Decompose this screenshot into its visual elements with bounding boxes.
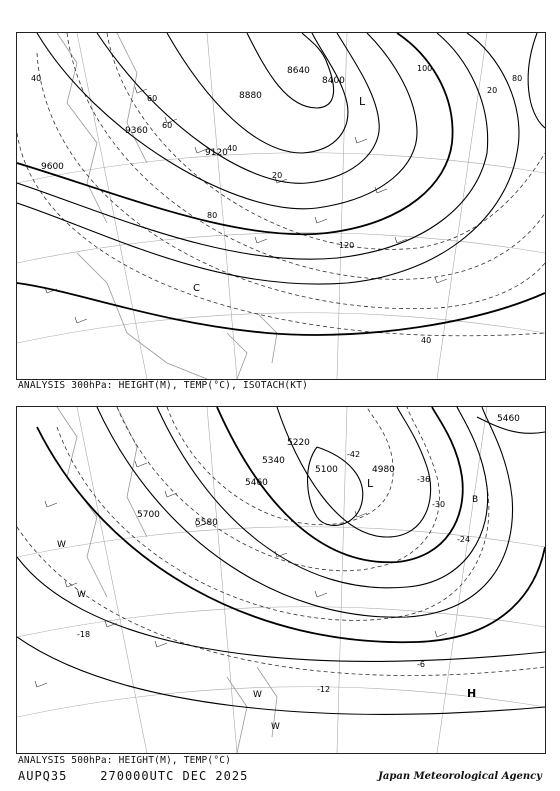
isotherm-label: -6 [417, 660, 425, 669]
low-pressure-mark: L [359, 95, 366, 108]
isotach-label: 100 [417, 64, 433, 73]
height-label: 9360 [125, 126, 148, 136]
height-label: 5340 [262, 456, 285, 466]
map-300hpa [17, 33, 545, 379]
chart-id: AUPQ35 [18, 769, 68, 783]
isotach-label: 80 [512, 74, 523, 83]
chart-500hpa [16, 406, 546, 754]
warm-center-mark: W [57, 540, 66, 550]
height-label: 8640 [287, 66, 310, 76]
caption-300hpa: ANALYSIS 300hPa: HEIGHT(M), TEMP(°C), ISOTACH(KT) [18, 380, 309, 391]
height-contours [17, 33, 545, 335]
isotach-label: 20 [272, 171, 283, 180]
warm-center-mark: W [253, 690, 262, 700]
height-label: 9120 [205, 148, 228, 158]
warm-center-mark: W [77, 590, 86, 600]
isotach-lines [17, 33, 545, 336]
height-label: 5580 [195, 518, 218, 528]
height-label: 8400 [322, 76, 345, 86]
low-pressure-mark: L [367, 477, 374, 490]
height-label: 5220 [287, 438, 310, 448]
cold-center-mark: C [193, 283, 200, 294]
height-label: 5460 [245, 478, 268, 488]
isotherm-label: -18 [77, 630, 91, 639]
isotach-label: 120 [339, 241, 355, 250]
chart-300hpa [16, 32, 546, 380]
isotach-label: 40 [31, 74, 42, 83]
height-label: 5460 [497, 414, 520, 424]
isotach-label: 20 [487, 86, 498, 95]
isotherm-label: -36 [417, 475, 431, 484]
agency-name: Japan Meteorological Agency [378, 771, 542, 782]
isotach-label: 80 [207, 211, 218, 220]
graticule [17, 33, 545, 379]
height-label: 9600 [41, 162, 64, 172]
wind-barbs [35, 461, 447, 687]
chart-code [18, 769, 248, 783]
height-contours [17, 407, 545, 714]
chart-time: 270000UTC DEC 2025 [100, 769, 249, 783]
high-pressure-mark: H [467, 687, 477, 700]
caption-500hpa: ANALYSIS 500hPa: HEIGHT(M), TEMP(°C) [18, 755, 232, 766]
coastline [57, 33, 277, 379]
isotherm-label: -30 [432, 500, 446, 509]
cold-center-mark: B [472, 495, 479, 505]
isotach-label: 60 [162, 121, 173, 130]
isotherm-label: -42 [347, 450, 361, 459]
height-label: 8880 [239, 91, 262, 101]
isotherm-label: -24 [457, 535, 471, 544]
warm-center-mark: W [271, 722, 280, 732]
wind-barbs [45, 87, 447, 323]
height-label: 4980 [372, 465, 395, 475]
height-label: 5100 [315, 465, 338, 475]
isotach-label: 40 [227, 144, 238, 153]
isotach-label: 40 [421, 336, 432, 345]
isotach-label: 60 [147, 94, 158, 103]
height-label: 5700 [137, 510, 160, 520]
map-500hpa [17, 407, 545, 753]
isotherm-label: -12 [317, 685, 331, 694]
